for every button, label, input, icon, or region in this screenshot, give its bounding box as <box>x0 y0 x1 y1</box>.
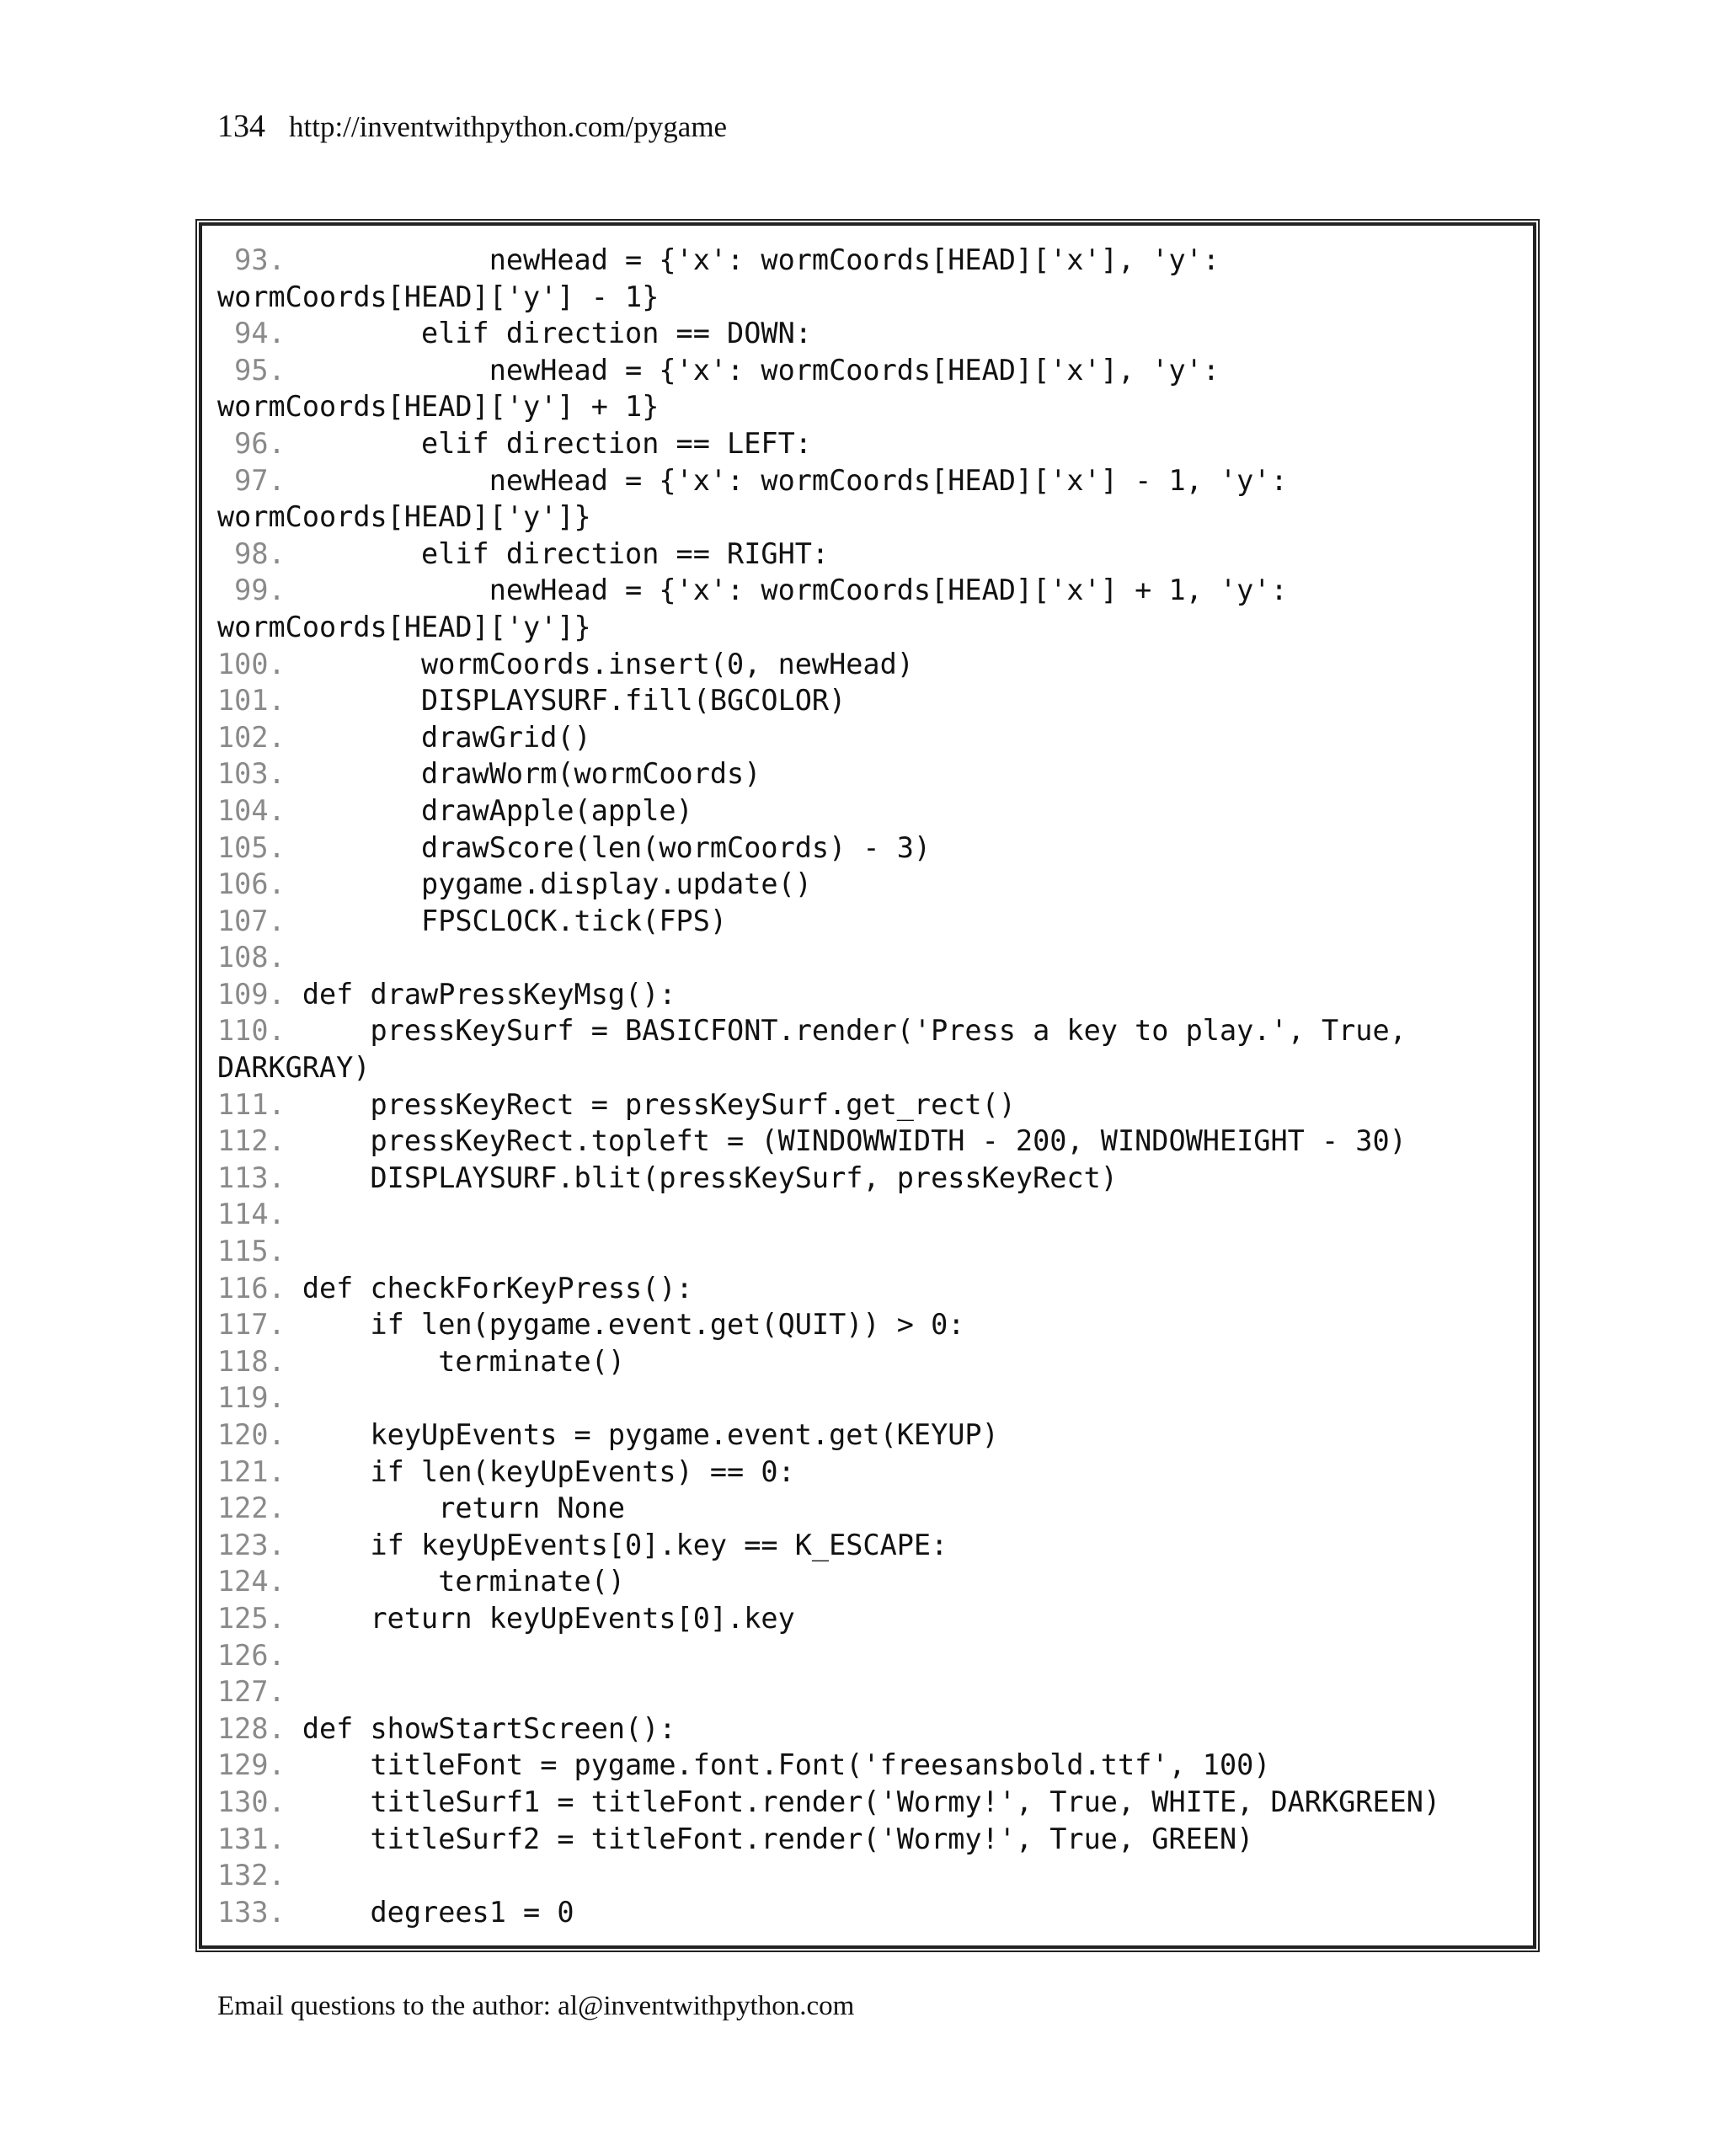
code-line <box>217 388 1531 425</box>
code-line <box>217 352 1531 389</box>
code-line <box>217 1637 1531 1674</box>
code-line <box>217 1710 1531 1748</box>
line-number: 107. <box>217 904 302 937</box>
page-footer: Email questions to the author: al@inventwithpython.com <box>217 1991 855 2021</box>
code-line <box>217 1380 1531 1417</box>
code-line <box>217 1600 1531 1637</box>
code-text: pressKeyRect = pressKeySurf.get_rect() <box>302 1087 1016 1121</box>
code-text: DISPLAYSURF.blit(pressKeySurf, pressKeyRect) <box>302 1161 1118 1194</box>
code-line <box>217 1196 1531 1233</box>
code-text: def drawPressKeyMsg(): <box>302 977 676 1011</box>
code-text: newHead = {'x': wormCoords[HEAD]['x'], 'y': <box>302 353 1220 387</box>
code-line <box>217 609 1531 646</box>
code-line <box>217 866 1531 903</box>
code-line <box>217 646 1531 683</box>
code-text: pygame.display.update() <box>302 867 812 901</box>
code-line <box>217 315 1531 352</box>
code-text: elif direction == DOWN: <box>302 317 812 350</box>
code-line <box>217 1490 1531 1527</box>
code-line <box>217 1673 1531 1710</box>
code-text: titleFont = pygame.font.Font('freesansbold.ttf', 100) <box>302 1748 1271 1782</box>
line-number: 124. <box>217 1565 302 1598</box>
line-number: 98. <box>217 536 302 570</box>
line-number: 125. <box>217 1601 302 1635</box>
code-text: if len(keyUpEvents) == 0: <box>302 1454 795 1488</box>
code-line <box>217 499 1531 536</box>
code-text: return keyUpEvents[0].key <box>302 1601 795 1635</box>
line-number: 131. <box>217 1822 302 1855</box>
line-number: 119. <box>217 1381 302 1415</box>
line-number: 109. <box>217 977 302 1011</box>
code-text: DISPLAYSURF.fill(BGCOLOR) <box>302 684 846 718</box>
code-text: pressKeyRect.topleft = (WINDOWWIDTH - 200, WINDOWHEIGHT - 30) <box>302 1124 1407 1158</box>
code-line <box>217 1160 1531 1197</box>
line-number: 103. <box>217 757 302 791</box>
code-line <box>217 279 1531 316</box>
code-line <box>217 1417 1531 1454</box>
code-line <box>217 1784 1531 1821</box>
line-number: 129. <box>217 1748 302 1782</box>
line-number: 118. <box>217 1344 302 1378</box>
code-line <box>217 1123 1531 1160</box>
code-text: if keyUpEvents[0].key == K_ESCAPE: <box>302 1528 948 1561</box>
line-number: 104. <box>217 793 302 827</box>
code-text: if len(pygame.event.get(QUIT)) > 0: <box>302 1308 965 1342</box>
line-number: 123. <box>217 1528 302 1561</box>
line-number: 100. <box>217 647 302 680</box>
code-text: terminate() <box>302 1344 626 1378</box>
line-number: 114. <box>217 1198 302 1231</box>
code-line <box>217 1857 1531 1894</box>
line-number: 97. <box>217 463 302 497</box>
code-line <box>217 792 1531 830</box>
line-number: 133. <box>217 1895 302 1929</box>
line-number: 93. <box>217 243 302 276</box>
code-line <box>217 1894 1531 1931</box>
code-line <box>217 939 1531 976</box>
code-text: wormCoords[HEAD]['y'] + 1} <box>217 390 660 424</box>
code-line <box>217 755 1531 792</box>
line-number: 101. <box>217 684 302 718</box>
code-text: wormCoords[HEAD]['y'] - 1} <box>217 280 660 313</box>
code-text: drawWorm(wormCoords) <box>302 757 761 791</box>
line-number: 127. <box>217 1675 302 1709</box>
code-line <box>217 1233 1531 1270</box>
line-number: 112. <box>217 1124 302 1158</box>
line-number: 128. <box>217 1711 302 1745</box>
code-text: drawApple(apple) <box>302 793 693 827</box>
code-text: def showStartScreen(): <box>302 1711 676 1745</box>
code-text: titleSurf1 = titleFont.render('Wormy!', True, WHITE, DARKGREEN) <box>302 1785 1441 1818</box>
code-line <box>217 242 1531 279</box>
line-number: 95. <box>217 353 302 387</box>
code-text: FPSCLOCK.tick(FPS) <box>302 904 728 937</box>
code-text: drawScore(len(wormCoords) - 3) <box>302 830 932 864</box>
line-number: 115. <box>217 1235 302 1268</box>
code-line <box>217 1821 1531 1858</box>
line-number: 130. <box>217 1785 302 1818</box>
line-number: 111. <box>217 1087 302 1121</box>
line-number: 116. <box>217 1271 302 1305</box>
code-text: elif direction == LEFT: <box>302 426 812 460</box>
code-text: DARKGRAY) <box>217 1051 371 1085</box>
code-line <box>217 1306 1531 1343</box>
line-number: 96. <box>217 426 302 460</box>
code-text: wormCoords[HEAD]['y']} <box>217 610 591 643</box>
code-line <box>217 1086 1531 1123</box>
line-number: 132. <box>217 1859 302 1892</box>
code-line <box>217 536 1531 573</box>
code-text: terminate() <box>302 1565 626 1598</box>
code-line <box>217 425 1531 462</box>
line-number: 117. <box>217 1308 302 1342</box>
code-line <box>217 719 1531 756</box>
code-line <box>217 976 1531 1013</box>
page-number: 134 <box>217 109 265 144</box>
line-number: 108. <box>217 941 302 974</box>
code-text: keyUpEvents = pygame.event.get(KEYUP) <box>302 1418 999 1451</box>
code-line <box>217 462 1531 499</box>
line-number: 102. <box>217 720 302 754</box>
code-line <box>217 572 1531 609</box>
code-text: elif direction == RIGHT: <box>302 536 830 570</box>
line-number: 105. <box>217 830 302 864</box>
line-number: 120. <box>217 1418 302 1451</box>
code-text: drawGrid() <box>302 720 591 754</box>
code-text: return None <box>302 1492 626 1525</box>
line-number: 113. <box>217 1161 302 1194</box>
line-number: 121. <box>217 1454 302 1488</box>
line-number: 110. <box>217 1014 302 1048</box>
code-line <box>217 1527 1531 1564</box>
code-line <box>217 830 1531 867</box>
code-text: pressKeySurf = BASICFONT.render('Press a key to play.', True, <box>302 1014 1407 1048</box>
code-text: newHead = {'x': wormCoords[HEAD]['x'] + 1, 'y': <box>302 574 1288 607</box>
code-line <box>217 1747 1531 1784</box>
code-listing <box>217 242 1531 1930</box>
code-line <box>217 1454 1531 1491</box>
line-number: 106. <box>217 867 302 901</box>
line-number: 94. <box>217 317 302 350</box>
code-text: wormCoords[HEAD]['y']} <box>217 500 591 534</box>
code-text: def checkForKeyPress(): <box>302 1271 693 1305</box>
line-number: 122. <box>217 1492 302 1525</box>
code-line <box>217 1343 1531 1380</box>
code-text: degrees1 = 0 <box>302 1895 574 1929</box>
code-text: newHead = {'x': wormCoords[HEAD]['x'], 'y': <box>302 243 1220 276</box>
header-url: http://inventwithpython.com/pygame <box>289 110 728 143</box>
code-text: newHead = {'x': wormCoords[HEAD]['x'] - 1, 'y': <box>302 463 1288 497</box>
code-line <box>217 682 1531 719</box>
line-number: 126. <box>217 1638 302 1672</box>
code-line <box>217 1563 1531 1600</box>
line-number: 99. <box>217 574 302 607</box>
code-text: wormCoords.insert(0, newHead) <box>302 647 914 680</box>
page-header <box>217 104 727 149</box>
code-line <box>217 1012 1531 1049</box>
code-line <box>217 903 1531 940</box>
code-line <box>217 1049 1531 1086</box>
code-line <box>217 1270 1531 1307</box>
code-text: titleSurf2 = titleFont.render('Wormy!', True, GREEN) <box>302 1822 1254 1855</box>
